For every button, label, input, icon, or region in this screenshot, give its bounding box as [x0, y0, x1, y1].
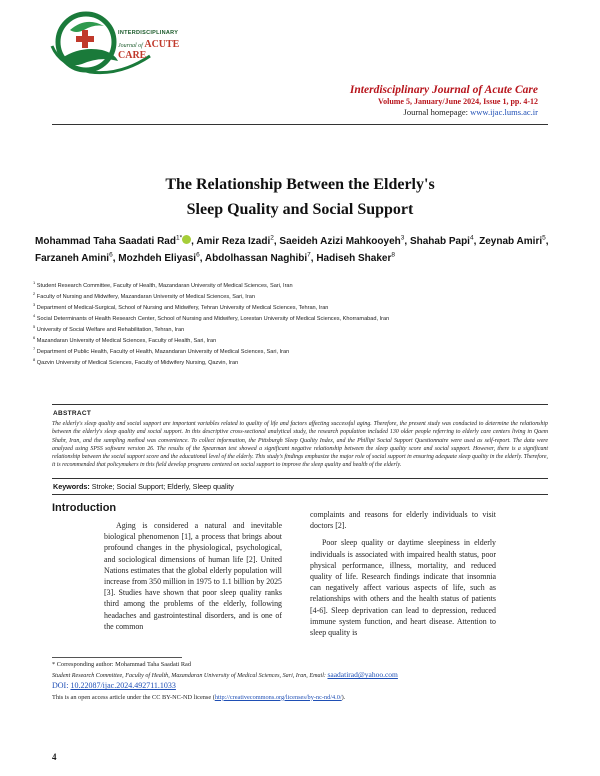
author-affil-sup: 2: [270, 235, 274, 242]
affiliation-text: Faculty of Nursing and Midwifery, Mazandaran University of Medical Sciences, Sari, Iran: [35, 293, 255, 300]
affiliation-text: Department of Public Health, Faculty of Health, Mazandaran University of Medical Sciences, Sari, Iran: [35, 349, 290, 356]
author: Mohammad Taha Saadati Rad$^{1*}$ ,: [35, 235, 197, 248]
homepage-label: Journal homepage:: [403, 107, 471, 117]
author: Shahab Papi$^4$,: [409, 235, 480, 248]
homepage-link[interactable]: www.ijac.lums.ac.ir: [470, 107, 538, 117]
keywords-value: Stroke; Social Support; Elderly, Sleep quality: [89, 482, 234, 491]
doi-line: [52, 681, 562, 692]
author-name: Saeideh Azizi Mahkooyeh: [279, 236, 401, 248]
footnotes: [52, 660, 562, 703]
author-name: Amir Reza Izadi: [196, 236, 271, 248]
article-title: [0, 172, 600, 222]
affiliation-sup: 3: [33, 302, 36, 308]
affiliation-sup: 5: [33, 324, 36, 330]
author: Abdolhassan Naghibi$^7$,: [204, 251, 317, 265]
affiliation: [33, 345, 578, 356]
affiliation: [33, 334, 578, 345]
author-name: Zeynab Amiri: [479, 236, 543, 248]
keywords-rule: [52, 494, 548, 495]
affiliation-text: Social Determinants of Health Research Center, School of Nursing and Midwifery, Lorestan University of Medical Sciences, Khorramabad, Iran: [35, 316, 390, 323]
author-name: Mohammad Taha Saadati Rad: [35, 236, 176, 248]
affiliation: [33, 323, 578, 334]
affiliation-sup: 1: [33, 280, 36, 285]
author-name: Shahab Papi: [409, 236, 470, 248]
header-rule: [52, 124, 548, 125]
affiliation-text: Department of Medical-Surgical, School of Nursing and Midwifery, Tehran University of Medical Sciences, Tehran, Iran: [35, 304, 329, 311]
author-affil-sup: 6: [109, 251, 113, 259]
corresponding-author: * Corresponding author: Mohammad Taha Saadati Rad: [52, 661, 191, 668]
title-line1: The Relationship Between the Elderly's: [165, 176, 435, 193]
journal-homepage: [278, 107, 538, 118]
email-link[interactable]: saadatirad@yahoo.com: [327, 670, 398, 680]
author-affil-sup: 4: [469, 235, 474, 242]
keywords: [53, 482, 234, 491]
intro-column-2: [310, 509, 496, 638]
journal-title: Interdisciplinary Journal of Acute Care: [349, 84, 538, 96]
author-list: [35, 232, 575, 266]
logo-line1: INTERDISCIPLINARY: [118, 30, 179, 36]
author: Saeideh Azizi Mahkooyeh$^3$,: [279, 235, 410, 248]
affiliation-text: Student Research Committee, Faculty of Health, Mazandaran University of Medical Sciences, Sari, Iran: [35, 282, 293, 289]
license-line: [52, 693, 562, 703]
logo-line2a: Journal of: [118, 43, 145, 49]
corresponding-affiliation: [52, 670, 562, 681]
affiliation: [33, 356, 578, 367]
doi-link[interactable]: 10.22087/ijac.2024.492711.1033: [70, 681, 176, 691]
abstract-bottom-rule: [52, 478, 548, 479]
footnote-rule: [52, 657, 182, 658]
author: Zeynab Amiri$^5$,: [479, 235, 549, 248]
intro-col2-p1: complaints and reasons for elderly individuals to visit doctors [2].: [310, 510, 496, 531]
license-link[interactable]: http://creativecommons.org/licenses/by-nc-nd/4.0/: [214, 693, 342, 701]
affiliation: [33, 290, 578, 301]
author-name: Mozhdeh Eliyasi: [118, 253, 197, 265]
logo-line2b: ACUTE CARE: [118, 39, 180, 61]
affiliation: [33, 279, 578, 290]
affil-email-text: Student Research Committee, Faculty of Health, Mazandaran University of Medical Sciences, Sari, Iran, Email:: [52, 673, 328, 680]
author-affil-sup: 7: [307, 251, 311, 259]
abstract-top-rule: [52, 404, 548, 405]
author-affil-sup: 6: [196, 251, 200, 259]
affiliation-sup: 6: [33, 335, 36, 341]
affiliation-sup: 4: [33, 313, 36, 319]
logo-line2: [118, 39, 205, 61]
title-line2: Sleep Quality and Social Support: [186, 201, 414, 218]
author-name: Abdolhassan Naghibi: [204, 253, 308, 265]
journal-logo: [40, 6, 205, 84]
license-text: This is an open access article under the CC BY-NC-ND license (: [52, 693, 215, 701]
intro-column-1: [104, 520, 282, 632]
affiliation-sup: 2: [33, 291, 36, 297]
journal-volume: Volume 5, January/June 2024, Issue 1, pp. 4-12: [378, 97, 538, 106]
affiliation-text: Mazandaran University of Medical Sciences, Faculty of Health, Sari, Iran: [35, 338, 217, 345]
author-affil-sup: 5: [542, 235, 546, 242]
doi-label: DOI:: [52, 681, 71, 691]
license-end: ).: [341, 693, 346, 701]
introduction-heading: Introduction: [52, 502, 117, 514]
author-affil-sup: 1*: [175, 235, 183, 242]
author: [316, 253, 395, 264]
orcid-icon[interactable]: [182, 235, 191, 244]
author: Mozhdeh Eliyasi$^6$,: [118, 251, 205, 265]
affiliation-text: Qazvin University of Medical Sciences, Faculty of Midwifery Nursing, Qazvin, Iran: [35, 360, 239, 367]
abstract-body: The elderly's sleep quality and social support are important variables related to quality of life and factors affecting successful aging. Therefore, the present study was conducted to determine the relationship between the elderly's sleep quality and social support. In this descriptive cross-sectional analytical study, the research population included 130 older people referring to elderly care centers living in Qaem Shahr, Iran, and the sampling method was convenience. To collect information, the Pittsburgh Sleep Quality Index, and the Phillipi Social Support Questionnaire were used as self-report. The data were analyzed using SPSS software version 26. The results of the Spearman test showed a significant negative relationship between the sleep quality score and social support. However, there is a significant relationship between the social support score and the educational level of the elderly. This study's findings emphasize the major role of social support in ensuring adequate sleep quality in the elderly. Therefore, it is recommended that policymakers in this field develop programs centered on social support to improve the sleep quality and health of the elderly.: [52, 421, 548, 469]
affiliation: [33, 301, 578, 312]
intro-col2-p2: Poor sleep quality or daytime sleepiness in elderly individuals is associated with impaired health status, poor physical performance, illness, mortality, and reduced quality of life. Research findings indicate that insomnia can negatively affect various aspects of life, such as relationships with others and the health status of patients [4-6]. Sleep deprivation can lead to depression, reduced immune system function, and heart disease. Attention to sleep quality is: [310, 538, 496, 638]
author-affil-sup: 3: [400, 235, 405, 242]
author: Amir Reza Izadi$^2$,: [196, 235, 280, 248]
abstract-heading: ABSTRACT: [53, 410, 92, 417]
author-name: Farzaneh Amini: [35, 253, 110, 265]
author: Farzaneh Amini$^6$,: [35, 251, 119, 265]
affiliation-list: [33, 279, 578, 368]
author-name: Hadiseh Shaker: [316, 253, 392, 265]
intro-col1-text: Aging is considered a natural and inevitable biological phenomenon [1], a process that brings about profound changes in the physiological, psychological, and sociological dimensions of human life [2]. United Nations estimates that the global elderly population will increase from 350 million in 1975 to 1.1 billion by 2025 [3]. Studies have shown that poor sleep quality ranks third among the problems of the elderly, following headaches and gastrointestinal disorders, and is one of the common: [104, 521, 282, 631]
affiliation-sup: 8: [33, 357, 36, 363]
journal-header: [278, 84, 538, 118]
affiliation-sup: 7: [33, 346, 36, 352]
author-affil-sup: 8: [391, 251, 395, 259]
affiliation-text: University of Social Welfare and Rehabilitation, Tehran, Iran: [35, 327, 185, 334]
affiliation: [33, 312, 578, 323]
keywords-label: Keywords:: [53, 482, 90, 491]
page-number: 4: [52, 752, 57, 762]
